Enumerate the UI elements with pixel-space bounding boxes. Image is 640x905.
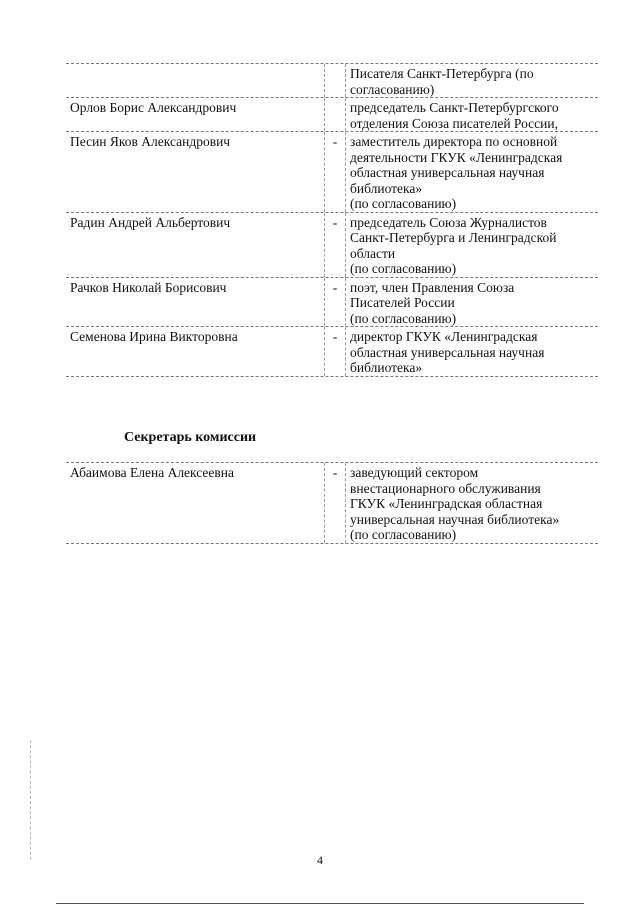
secretary-table bbox=[66, 462, 598, 544]
member-name: Орлов Борис Александрович bbox=[70, 100, 237, 115]
member-position bbox=[346, 327, 598, 376]
member-position bbox=[346, 132, 598, 212]
position-line: (по согласованию) bbox=[350, 527, 457, 542]
member-name: Абаимова Елена Алексеевна bbox=[70, 465, 235, 480]
dash-separator bbox=[324, 64, 346, 97]
member-name: Песин Яков Александрович bbox=[70, 134, 231, 149]
committee-table bbox=[66, 63, 598, 377]
position-line: библиотека» bbox=[350, 360, 423, 375]
dash-separator: - bbox=[324, 327, 346, 376]
position-line: отделения Союза писателей России, bbox=[350, 115, 558, 131]
member-name bbox=[66, 64, 324, 97]
dash-separator: - bbox=[324, 463, 346, 543]
position-line: библиотека» bbox=[350, 180, 423, 196]
dash-separator: - bbox=[324, 278, 346, 327]
position-line: согласованию) bbox=[350, 81, 435, 97]
position-line: поэт, член Правления Союза bbox=[350, 279, 515, 295]
member-position bbox=[346, 213, 598, 277]
table-row bbox=[66, 326, 598, 377]
position-line: директор ГКУК «Ленинградская bbox=[350, 329, 538, 344]
member-position bbox=[346, 278, 598, 327]
position-line: председатель Союза Журналистов bbox=[350, 214, 547, 230]
table-row bbox=[66, 97, 598, 131]
dash-separator: - bbox=[324, 132, 346, 212]
position-line: заместитель директора по основной bbox=[350, 134, 558, 149]
member-name: Рачков Николай Борисович bbox=[70, 279, 227, 295]
position-line: Писателей России bbox=[350, 295, 455, 310]
scan-side-marks bbox=[30, 740, 32, 860]
table-row bbox=[66, 63, 598, 97]
position-line: (по согласованию) bbox=[350, 261, 457, 276]
secretary-heading: Секретарь комиссии bbox=[124, 430, 257, 445]
position-line: областная универсальная научная bbox=[350, 165, 545, 180]
position-line: ГКУК «Ленинградская областная bbox=[350, 496, 543, 511]
position-line: заведующий сектором bbox=[350, 465, 479, 480]
dash-separator: - bbox=[324, 213, 346, 277]
table-row bbox=[66, 212, 598, 277]
table-row bbox=[66, 462, 598, 544]
position-line: Писателя Санкт-Петербурга (по bbox=[350, 66, 534, 81]
position-line: (по согласованию) bbox=[350, 310, 457, 326]
position-line: Санкт-Петербурга и Ленинградской bbox=[350, 230, 557, 245]
member-position bbox=[346, 98, 598, 131]
position-line: области bbox=[350, 245, 396, 261]
position-line: председатель Санкт-Петербургского bbox=[350, 100, 559, 115]
position-line: областная универсальная научная bbox=[350, 344, 545, 360]
position-line: внестационарного обслуживания bbox=[350, 480, 541, 496]
position-line: деятельности ГКУК «Ленинградская bbox=[350, 149, 563, 165]
scan-edge-line bbox=[56, 903, 584, 904]
member-name: Семенова Ирина Викторовна bbox=[70, 329, 238, 344]
member-name: Радин Андрей Альбертович bbox=[70, 214, 231, 230]
position-line: (по согласованию) bbox=[350, 196, 457, 211]
position-line: универсальная научная библиотека» bbox=[350, 511, 560, 527]
member-position bbox=[346, 64, 598, 97]
table-row bbox=[66, 131, 598, 212]
dash-separator bbox=[324, 98, 346, 131]
member-position bbox=[346, 463, 598, 543]
table-row bbox=[66, 277, 598, 327]
page-number: 4 bbox=[317, 853, 323, 867]
